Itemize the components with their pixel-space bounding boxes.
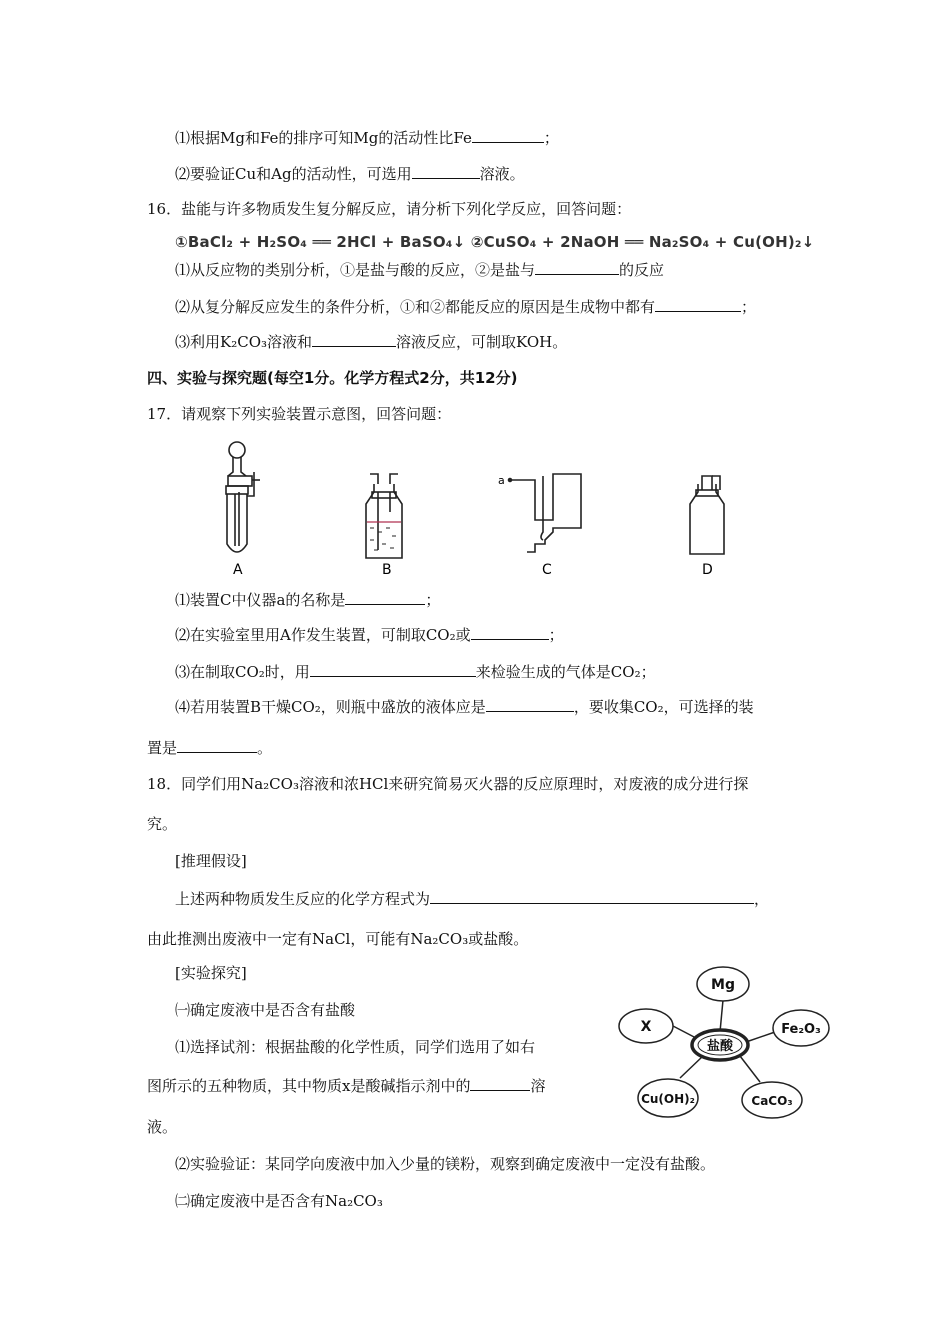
q17-item1: ⑴装置C中仪器a的名称是 ； bbox=[175, 591, 441, 609]
apparatus-figure bbox=[200, 432, 740, 577]
q16-item1: ⑴从反应物的类别分析，①是盐与酸的反应，②是盐与 的反应 bbox=[175, 261, 665, 279]
q16-stem: 16．盐能与许多物质发生复分解反应，请分析下列化学反应，回答问题： bbox=[147, 200, 632, 218]
experiment-heading: [实验探究] bbox=[175, 964, 247, 982]
select-line3: 液。 bbox=[147, 1118, 178, 1136]
part-one: ㈠确定废液中是否含有盐酸 bbox=[175, 1001, 356, 1019]
hypothesis-line1: 上述两种物质发生反应的化学方程式为 ， bbox=[175, 890, 770, 908]
q16-item2: ⑵从复分解反应发生的条件分析，①和②都能反应的原因是生成物中都有 ； bbox=[175, 298, 757, 316]
apparatus-c bbox=[509, 474, 582, 552]
answer-blank[interactable] bbox=[535, 260, 619, 275]
label-b: B bbox=[382, 562, 392, 577]
hypothesis-heading: [推理假设] bbox=[175, 852, 247, 870]
answer-blank[interactable] bbox=[472, 128, 544, 143]
answer-blank[interactable] bbox=[470, 1076, 530, 1091]
q16-item3: ⑶利用K₂CO₃溶液和 溶液反应，可制取KOH。 bbox=[175, 333, 568, 351]
q17-item4-cont: 置是 。 bbox=[147, 739, 273, 757]
select-line2: 图所示的五种物质，其中物质x是酸碱指示剂中的 溶 bbox=[147, 1077, 546, 1095]
node-center-hcl: 盐酸 bbox=[706, 1039, 734, 1054]
q18-stem-cont: 究。 bbox=[147, 815, 178, 833]
q15-item2: ⑵要验证Cu和Ag的活动性，可选用 溶液。 bbox=[175, 165, 525, 183]
part-two: ㈡确定废液中是否含有Na₂CO₃ bbox=[175, 1192, 383, 1210]
apparatus-a bbox=[226, 442, 260, 552]
answer-blank[interactable] bbox=[312, 332, 396, 347]
q17-item2: ⑵在实验室里用A作发生装置，可制取CO₂或 ； bbox=[175, 626, 564, 644]
answer-blank[interactable] bbox=[345, 590, 425, 605]
answer-blank[interactable] bbox=[310, 662, 476, 677]
q18-stem: 18．同学们用Na₂CO₃溶液和浓HCl来研究简易灭火器的反应原理时，对废液的成分进行探 bbox=[147, 775, 749, 793]
answer-blank[interactable] bbox=[471, 625, 549, 640]
q15-item1: ⑴根据Mg和Fe的排序可知Mg的活动性比Fe ； bbox=[175, 129, 559, 147]
node-x: X bbox=[640, 1019, 652, 1035]
answer-blank[interactable] bbox=[412, 164, 480, 179]
node-caco3: CaCO₃ bbox=[751, 1094, 793, 1108]
label-c: C bbox=[542, 562, 552, 577]
q17-stem: 17．请观察下列实验装置示意图，回答问题： bbox=[147, 405, 452, 423]
q16-equations: ①BaCl₂ + H₂SO₄ ══ 2HCl + BaSO₄↓ ②CuSO₄ + 2NaOH ══ Na₂SO₄ + Cu(OH)₂↓ bbox=[175, 233, 815, 251]
answer-blank[interactable] bbox=[655, 297, 741, 312]
node-fe2o3: Fe₂O₃ bbox=[781, 1022, 821, 1037]
select-line1: ⑴选择试剂：根据盐酸的化学性质，同学们选用了如右 bbox=[175, 1038, 536, 1056]
label-a: A bbox=[233, 562, 243, 577]
node-cuoh2: Cu(OH)₂ bbox=[641, 1092, 695, 1106]
part-label-a: a bbox=[498, 474, 505, 487]
apparatus-d bbox=[690, 476, 724, 554]
q17-item3: ⑶在制取CO₂时，用 来检验生成的气体是CO₂； bbox=[175, 663, 656, 681]
verify-line: ⑵实验验证：某同学向废液中加入少量的镁粉，观察到确定废液中一定没有盐酸。 bbox=[175, 1155, 716, 1173]
answer-blank[interactable] bbox=[486, 697, 574, 712]
hcl-diagram bbox=[610, 960, 840, 1130]
answer-blank[interactable] bbox=[430, 889, 754, 904]
section-heading: 四、实验与探究题(每空1分。化学方程式2分，共12分) bbox=[147, 369, 518, 387]
label-d: D bbox=[702, 562, 713, 577]
q17-item4: ⑷若用装置B干燥CO₂，则瓶中盛放的液体应是 ，要收集CO₂，可选择的装 bbox=[175, 698, 754, 716]
answer-blank[interactable] bbox=[177, 738, 257, 753]
node-mg: Mg bbox=[711, 977, 735, 993]
hypothesis-line2: 由此推测出废液中一定有NaCl，可能有Na₂CO₃或盐酸。 bbox=[147, 930, 529, 948]
apparatus-b bbox=[366, 474, 402, 558]
